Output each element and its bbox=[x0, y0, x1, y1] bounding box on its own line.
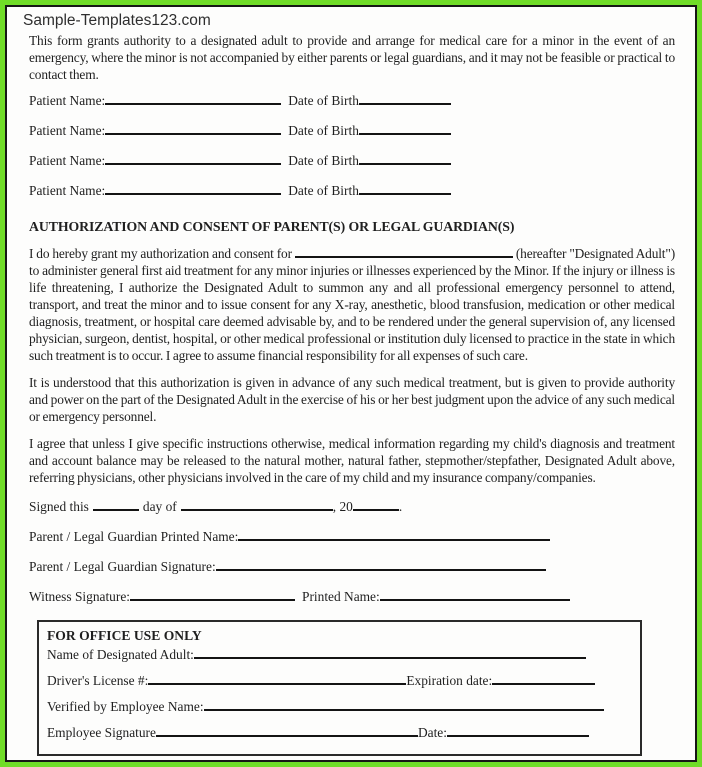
office-use-box bbox=[37, 620, 642, 756]
signed-year-blank-line bbox=[353, 506, 399, 511]
designated-adult-name-label: Name of Designated Adult: bbox=[47, 647, 194, 662]
section-heading: AUTHORIZATION AND CONSENT OF PARENT(S) OR LEGAL GUARDIAN(S) bbox=[29, 219, 515, 234]
consent-paragraph-1 bbox=[29, 245, 675, 364]
watermark-site-name: Sample-Templates123.com bbox=[23, 12, 211, 29]
guardian-printed-name-label: Parent / Legal Guardian Printed Name: bbox=[29, 529, 239, 544]
consent-paragraph-3: I agree that unless I give specific instructions otherwise, medical information regarding my child's diagnosis and treatment and account balance may be released to the natural mother, natural father, stepmother/stepfather, Designated Adult above, referring physicians, other physicians involved in the care of my child and my insurance company/companies. bbox=[29, 436, 675, 485]
signed-this-label: Signed this bbox=[29, 499, 89, 514]
witness-printed-name-label: Printed Name: bbox=[302, 589, 380, 604]
designated-adult-name-line bbox=[47, 646, 632, 664]
patient-name-label: Patient Name: bbox=[29, 183, 106, 198]
guardian-signature-label: Parent / Legal Guardian Signature: bbox=[29, 559, 216, 574]
guardian-signature-line bbox=[29, 558, 675, 576]
patient-name-blank-line bbox=[105, 160, 281, 165]
dob-blank-line bbox=[359, 160, 451, 165]
year-prefix-label: , 20 bbox=[332, 499, 353, 514]
office-date-blank-line bbox=[447, 732, 589, 737]
dob-label: Date of Birth bbox=[288, 183, 359, 198]
patient-name-blank-line bbox=[105, 100, 281, 105]
dob-label: Date of Birth bbox=[288, 93, 359, 108]
patient-row bbox=[29, 88, 675, 118]
dob-blank-line bbox=[359, 190, 451, 195]
patient-name-label: Patient Name: bbox=[29, 93, 106, 108]
employee-signature-label: Employee Signature bbox=[47, 725, 156, 740]
expiration-date-blank-line bbox=[492, 680, 595, 685]
day-of-label: day of bbox=[142, 499, 177, 514]
consent-paragraph-2: It is understood that this authorization is given in advance of any such medical treatment, but is given to provide authority and power on the part of the Designated Adult in the exercise of his or her best judgment upon the advice of any such medical or emergency personnel. bbox=[29, 375, 675, 424]
para1-tail-text: (hereafter "Designated Adult") to administer general first aid treatment for any minor injuries or illnesses experienced by the Minor. If the injury or illness is life threatening, I authorize the Designated Adult to summon any and all professional emergency personnel to attend, transport, and treat the minor and to issue consent for any X-ray, anesthetic, blood transfusion, medication or other medical diagnosis, treatment, or hospital care deemed advisable by, and to be rendered under the general supervision of, any licensed physician, surgeon, dentist, hospital, or other medical professional or institution duly licensed to practice in the state in which such treatment is to occur. I agree to assume financial responsibility for all expenses of such care. bbox=[29, 246, 676, 363]
patient-row bbox=[29, 148, 675, 178]
para1-lead-text: I do hereby grant my authorization and consent for bbox=[29, 246, 292, 261]
patient-rows bbox=[16, 88, 675, 208]
dob-blank-line bbox=[359, 130, 451, 135]
designated-adult-blank-line bbox=[295, 253, 513, 258]
witness-signature-label: Witness Signature: bbox=[29, 589, 130, 604]
form-page bbox=[5, 5, 697, 762]
office-use-heading: FOR OFFICE USE ONLY bbox=[47, 628, 202, 643]
patient-name-blank-line bbox=[105, 190, 281, 195]
office-date-label: Date: bbox=[417, 725, 447, 740]
witness-signature-blank-line bbox=[130, 596, 295, 601]
dob-blank-line bbox=[359, 100, 451, 105]
verified-by-label: Verified by Employee Name: bbox=[47, 699, 204, 714]
patient-name-label: Patient Name: bbox=[29, 123, 106, 138]
guardian-signature-blank-line bbox=[216, 566, 546, 571]
patient-row bbox=[29, 178, 675, 208]
designated-adult-name-blank-line bbox=[194, 654, 586, 659]
witness-line bbox=[29, 588, 675, 606]
dob-label: Date of Birth bbox=[288, 153, 359, 168]
verified-by-blank-line bbox=[204, 706, 604, 711]
employee-signature-blank-line bbox=[156, 732, 418, 737]
patient-name-blank-line bbox=[105, 130, 281, 135]
dob-label: Date of Birth bbox=[288, 123, 359, 138]
drivers-license-label: Driver's License #: bbox=[47, 673, 149, 688]
guardian-printed-name-line bbox=[29, 528, 675, 546]
drivers-license-blank-line bbox=[148, 680, 406, 685]
period-label: . bbox=[398, 499, 403, 514]
signed-month-blank-line bbox=[181, 506, 333, 511]
witness-printed-name-blank-line bbox=[380, 596, 570, 601]
patient-name-label: Patient Name: bbox=[29, 153, 106, 168]
expiration-date-label: Expiration date: bbox=[406, 673, 493, 688]
verified-by-line bbox=[47, 698, 632, 716]
intro-paragraph: This form grants authority to a designated adult to provide and arrange for medical care for a minor in the event of an emergency, where the minor is not accompanied by either parents or legal guardians, and it may not be feasible or practical to contact them. bbox=[29, 33, 675, 82]
guardian-printed-name-blank-line bbox=[238, 536, 550, 541]
signed-day-blank-line bbox=[93, 506, 139, 511]
signed-date-line bbox=[29, 498, 675, 516]
employee-signature-line bbox=[47, 724, 632, 742]
patient-row bbox=[29, 118, 675, 148]
drivers-license-line bbox=[47, 672, 632, 690]
